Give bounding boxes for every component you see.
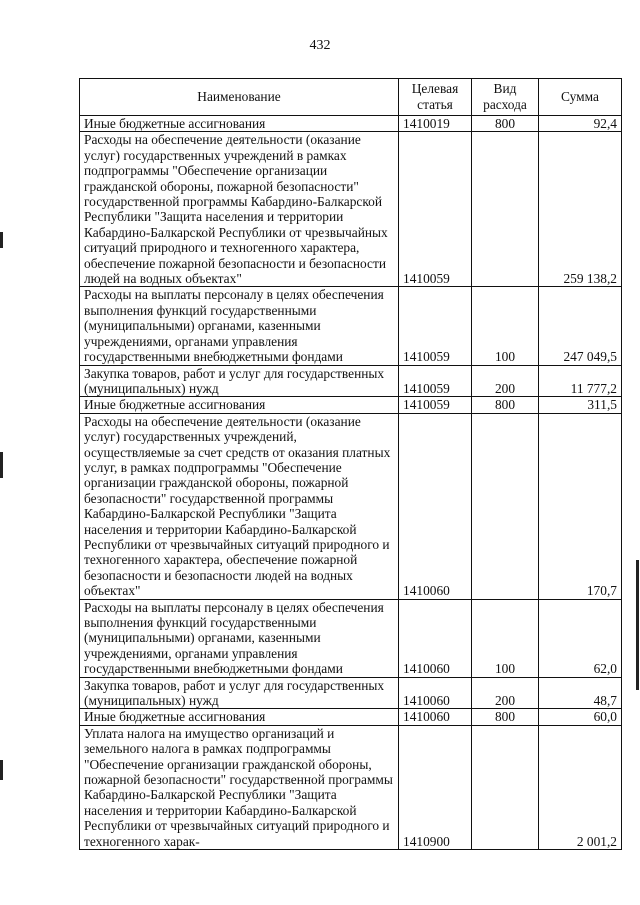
row-sum: 11 777,2: [539, 365, 622, 397]
scan-mark-right: [636, 560, 639, 690]
row-name: Закупка товаров, работ и услуг для государственных (муниципальных) нужд: [80, 677, 399, 709]
row-code: 1410060: [399, 413, 472, 599]
table-row: [80, 132, 622, 287]
row-code: 1410060: [399, 709, 472, 725]
row-name: Расходы на обеспечение деятельности (оказание услуг) государственных учреждений, осуществляемые за счет средств от оказания платных услуг, в рамках подпрограммы "Обеспечение организации гражданской обороны, пожарной безопасности" государственной программы Кабардино-Балкарской Республики "Защита населения и территории Кабардино-Балкарской Республики от чрезвычайных ситуаций природного и техногенного характера, обеспечение пожарной безопасности и безопасности людей на водных объектах": [80, 413, 399, 599]
row-type: [472, 413, 539, 599]
row-type: 800: [472, 397, 539, 413]
table-row: [80, 116, 622, 132]
row-code: 1410059: [399, 287, 472, 365]
table-header-row: [80, 79, 622, 116]
row-name: Иные бюджетные ассигнования: [80, 709, 399, 725]
header-name: Наименование: [80, 79, 399, 116]
table-row: [80, 709, 622, 725]
row-name: Иные бюджетные ассигнования: [80, 116, 399, 132]
row-sum: 92,4: [539, 116, 622, 132]
table-row: [80, 413, 622, 599]
row-sum: 170,7: [539, 413, 622, 599]
budget-table: [79, 78, 622, 850]
row-sum: 62,0: [539, 599, 622, 677]
table-row: [80, 365, 622, 397]
row-code: 1410060: [399, 599, 472, 677]
row-code: 1410059: [399, 132, 472, 287]
row-type: 800: [472, 709, 539, 725]
row-code: 1410059: [399, 365, 472, 397]
table-row: [80, 725, 622, 849]
row-name: Иные бюджетные ассигнования: [80, 397, 399, 413]
row-name: Расходы на выплаты персоналу в целях обеспечения выполнения функций государственными (муниципальными) органами, казенными учреждениями, органами управления государственными внебюджетными фондами: [80, 599, 399, 677]
row-code: 1410900: [399, 725, 472, 849]
row-sum: 2 001,2: [539, 725, 622, 849]
row-type: 200: [472, 677, 539, 709]
header-type: Вид расхода: [472, 79, 539, 116]
table-row: [80, 677, 622, 709]
row-name: Расходы на выплаты персоналу в целях обеспечения выполнения функций государственными (муниципальными) органами, казенными учреждениями, органами управления государственными внебюджетными фондами: [80, 287, 399, 365]
row-sum: 311,5: [539, 397, 622, 413]
table-row: [80, 599, 622, 677]
row-type: 100: [472, 599, 539, 677]
row-sum: 48,7: [539, 677, 622, 709]
scan-mark-left-low: [0, 760, 3, 780]
table-row: [80, 397, 622, 413]
row-name: Расходы на обеспечение деятельности (оказание услуг) государственных учреждений в рамках подпрограммы "Обеспечение организации гражданской обороны, пожарной безопасности" государственной программы Кабардино-Балкарской Республики "Защита населения и территории Кабардино-Балкарской Республики от чрезвычайных ситуаций природного и техногенного характера, обеспечение пожарной безопасности и безопасности людей на водных объектах": [80, 132, 399, 287]
header-code: Целевая статья: [399, 79, 472, 116]
row-code: 1410060: [399, 677, 472, 709]
page-number: 432: [309, 38, 331, 53]
row-type: 200: [472, 365, 539, 397]
scan-mark-left-top: [0, 232, 3, 248]
row-name: Уплата налога на имущество организаций и земельного налога в рамках подпрограммы "Обеспечение организации гражданской обороны, пожарной безопасности" государственной программы Кабардино-Балкарской Республики "Защита населения и территории Кабардино-Балкарской Республики от чрезвычайных ситуаций природного и техногенного харак-: [80, 725, 399, 849]
table-row: [80, 287, 622, 365]
row-type: 100: [472, 287, 539, 365]
row-code: 1410019: [399, 116, 472, 132]
scan-mark-left-mid: [0, 452, 3, 478]
row-sum: 247 049,5: [539, 287, 622, 365]
header-sum: Сумма: [539, 79, 622, 116]
row-type: [472, 132, 539, 287]
row-sum: 259 138,2: [539, 132, 622, 287]
row-name: Закупка товаров, работ и услуг для государственных (муниципальных) нужд: [80, 365, 399, 397]
row-code: 1410059: [399, 397, 472, 413]
row-type: [472, 725, 539, 849]
row-sum: 60,0: [539, 709, 622, 725]
row-type: 800: [472, 116, 539, 132]
